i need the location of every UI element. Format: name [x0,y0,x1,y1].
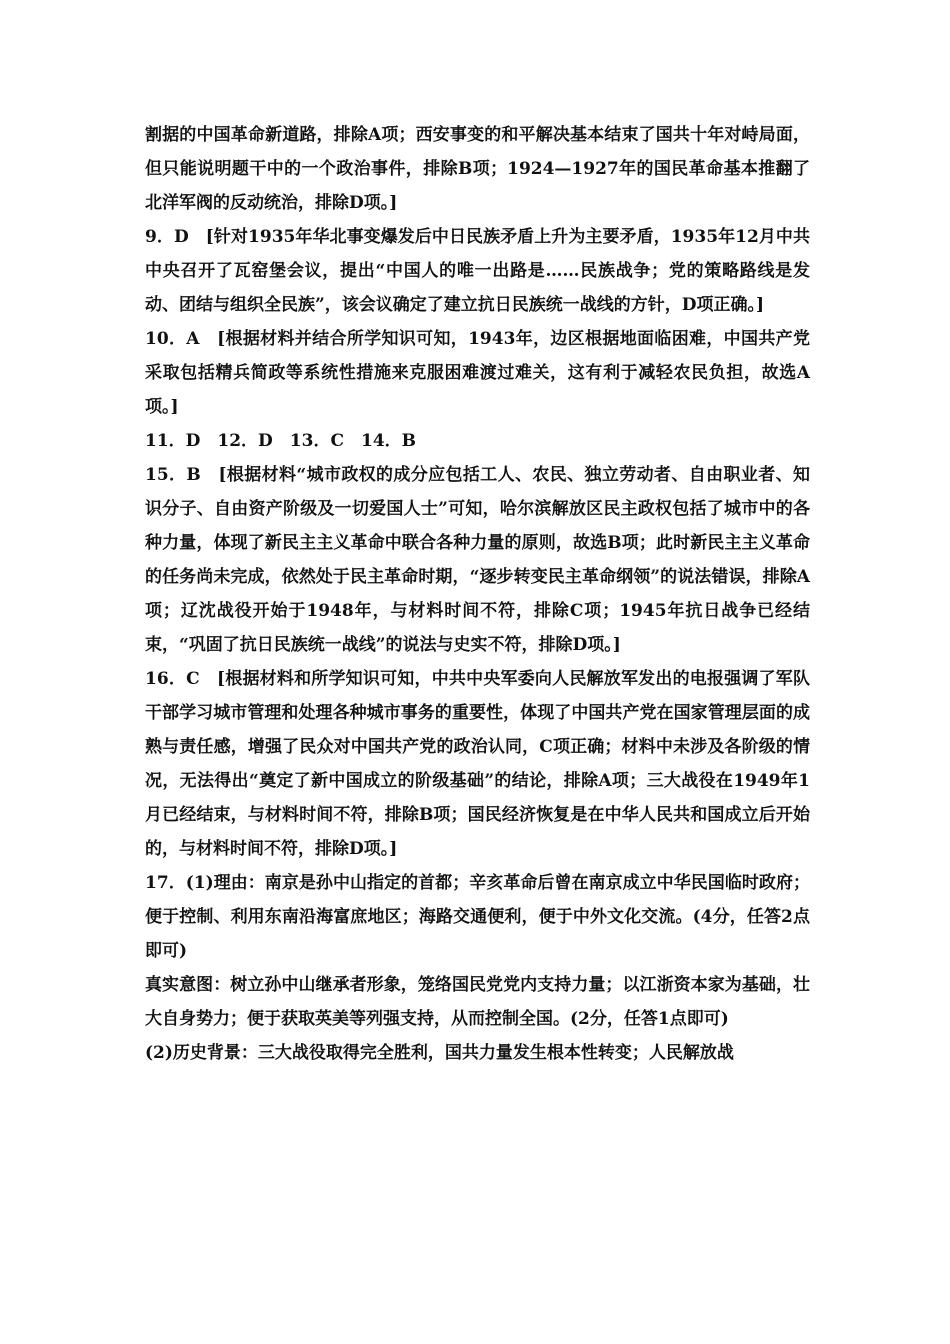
answer-page [145,118,810,1070]
answer-paragraph-11-14: 11．D 12．D 13．C 14．B [145,431,417,451]
answer-paragraph-17-2: (2)历史背景：三大战役取得完全胜利，国共力量发生根本性转变；人民解放战 [145,1043,734,1063]
answer-paragraph-9: 9．D [针对1935年华北事变爆发后中日民族矛盾上升为主要矛盾，1935年12月中共中央召开了瓦窑堡会议，提出“中国人的唯一出路是……民族战争；党的策略路线是发动、团结与组织全民族”，该会议确定了建立抗日民族统一战线的方针，D项正确。] [145,227,810,315]
answer-paragraph-15: 15．B [根据材料“城市政权的成分应包括工人、农民、独立劳动者、自由职业者、知识分子、自由资产阶级及一切爱国人士”可知，哈尔滨解放区民主政权包括了城市中的各种力量，体现了新民主主义革命中联合各种力量的原则，故选B项；此时新民主主义革命的任务尚未完成，依然处于民主革命时期，“逐步转变民主革命纲领”的说法错误，排除A项；辽沈战役开始于1948年，与材料时间不符，排除C项；1945年抗日战争已经结束，“巩固了抗日民族统一战线”的说法与史实不符，排除D项。] [145,465,810,655]
answer-paragraph-17-1: 17．(1)理由：南京是孙中山指定的首都；辛亥革命后曾在南京成立中华民国临时政府；便于控制、利用东南沿海富庶地区；海路交通便利，便于中外文化交流。(4分，任答2点即可) [145,873,810,961]
answer-paragraph-8-continued: 割据的中国革命新道路，排除A项；西安事变的和平解决基本结束了国共十年对峙局面，但只能说明题干中的一个政治事件，排除B项；1924—1927年的国民革命基本推翻了北洋军阀的反动统治，排除D项。] [145,125,810,213]
answer-paragraph-16: 16．C [根据材料和所学知识可知，中共中央军委向人民解放军发出的电报强调了军队干部学习城市管理和处理各种城市事务的重要性，体现了中国共产党在国家管理层面的成熟与责任感，增强了民众对中国共产党的政治认同，C项正确；材料中未涉及各阶级的情况，无法得出“奠定了新中国成立的阶级基础”的结论，排除A项；三大战役在1949年1月已经结束，与材料时间不符，排除B项；国民经济恢复是在中华人民共和国成立后开始的，与材料时间不符，排除D项。] [145,669,810,859]
answer-paragraph-10: 10．A [根据材料并结合所学知识可知，1943年，边区根据地面临困难，中国共产党采取包括精兵简政等系统性措施来克服困难渡过难关，这有利于减轻农民负担，故选A项。] [145,329,810,417]
answer-paragraph-17-intent: 真实意图：树立孙中山继承者形象，笼络国民党党内支持力量；以江浙资本家为基础，壮大自身势力；便于获取英美等列强支持，从而控制全国。(2分，任答1点即可) [145,975,810,1029]
